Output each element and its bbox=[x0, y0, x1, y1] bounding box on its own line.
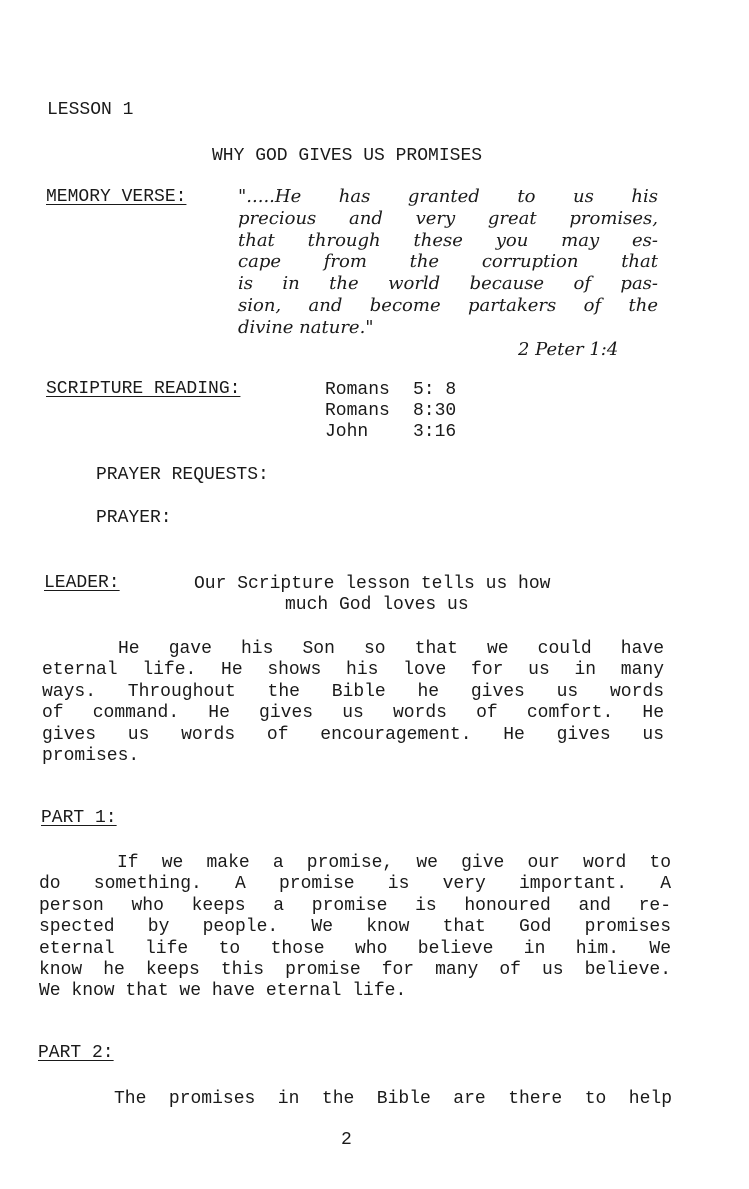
intro-paragraph bbox=[42, 639, 664, 767]
prayer-label: PRAYER: bbox=[96, 508, 172, 528]
verse-line: cape from the corruption that bbox=[238, 251, 658, 273]
memory-verse-text bbox=[238, 186, 658, 339]
paragraph-line: do something. A promise is very important. A bbox=[39, 874, 671, 895]
memory-verse-reference: 2 Peter 1:4 bbox=[518, 339, 619, 360]
memory-verse-label: MEMORY VERSE: bbox=[46, 187, 187, 207]
lesson-title: WHY GOD GIVES US PROMISES bbox=[212, 146, 483, 166]
verse-line: divine nature." bbox=[238, 316, 374, 338]
scripture-reading-refs bbox=[325, 380, 456, 443]
paragraph-line: person who keeps a promise is honoured and re- bbox=[39, 895, 671, 916]
leader-label: LEADER: bbox=[44, 573, 120, 593]
paragraph-line: If we make a promise, we give our word to bbox=[117, 853, 671, 873]
scripture-book: Romans bbox=[325, 380, 390, 400]
paragraph-line: We know that we have eternal life. bbox=[39, 981, 407, 1002]
leader-line-2: much God loves us bbox=[285, 595, 469, 615]
page-number: 2 bbox=[341, 1130, 352, 1150]
part-1-paragraph bbox=[39, 853, 671, 1003]
scripture-ref-number: 3:16 bbox=[413, 422, 457, 442]
verse-line: precious and very great promises, bbox=[238, 207, 658, 229]
paragraph-line: gives us words of encouragement. He gives us bbox=[42, 724, 664, 745]
lesson-label: LESSON 1 bbox=[47, 100, 134, 120]
verse-line: ".....He has granted to us his bbox=[238, 186, 658, 207]
paragraph-line: eternal life to those who believe in him. We bbox=[39, 938, 671, 959]
paragraph-line: eternal life. He shows his love for us in many bbox=[42, 660, 664, 681]
prayer-requests-label: PRAYER REQUESTS: bbox=[96, 465, 269, 485]
scripture-ref-number: 8:30 bbox=[413, 401, 457, 421]
paragraph-line: of command. He gives us words of comfort. He bbox=[42, 703, 664, 724]
verse-line: that through these you may es- bbox=[238, 229, 658, 251]
part-2-paragraph bbox=[38, 1089, 672, 1110]
paragraph-line: promises. bbox=[42, 746, 140, 767]
part-2-label: PART 2: bbox=[38, 1043, 114, 1063]
paragraph-line: He gave his Son so that we could have bbox=[118, 639, 664, 659]
paragraph-line: know he keeps this promise for many of us believe. bbox=[39, 960, 671, 981]
paragraph-line: spected by people. We know that God promises bbox=[39, 917, 671, 938]
scripture-book: John bbox=[325, 422, 369, 442]
scripture-ref bbox=[325, 422, 456, 443]
part-1-label: PART 1: bbox=[41, 808, 117, 828]
scripture-ref-number: 5: 8 bbox=[413, 380, 457, 400]
verse-line: sion, and become partakers of the bbox=[238, 294, 658, 316]
scripture-reading-label: SCRIPTURE READING: bbox=[46, 379, 241, 399]
verse-line: is in the world because of pas- bbox=[238, 273, 658, 295]
scripture-book: Romans bbox=[325, 401, 390, 421]
leader-line-1: Our Scripture lesson tells us how bbox=[194, 574, 551, 594]
scripture-ref bbox=[325, 401, 456, 422]
scripture-ref bbox=[325, 380, 456, 401]
paragraph-line: The promises in the Bible are there to help bbox=[114, 1089, 672, 1109]
paragraph-line: ways. Throughout the Bible he gives us words bbox=[42, 681, 664, 702]
